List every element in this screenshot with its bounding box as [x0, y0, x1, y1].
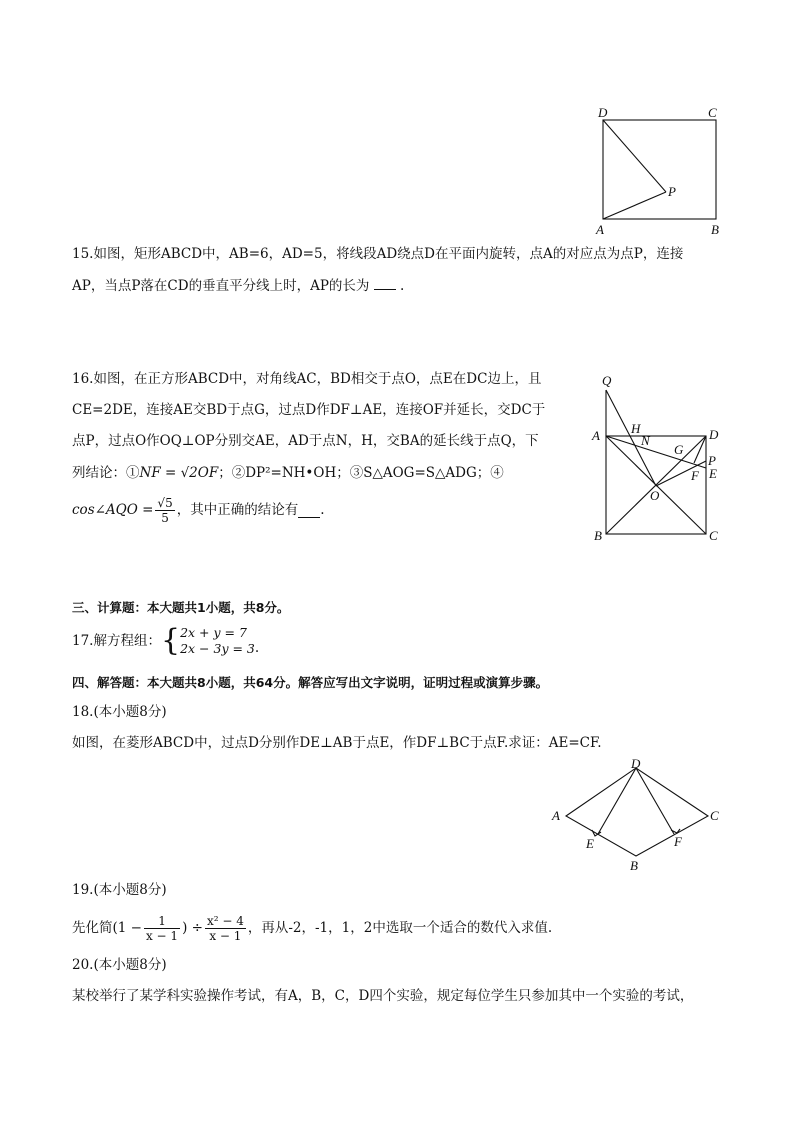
q19-fraction-1	[144, 914, 180, 943]
q17-prefix: 17.解方程组：	[72, 633, 161, 649]
q16-segment-ae	[606, 436, 706, 468]
q15-line2-text: AP，当点P落在CD的垂直平分线上时，AP的长为	[72, 278, 370, 294]
q20-title: 20.(本小题8分)	[72, 957, 167, 973]
q15-answer-blank	[374, 275, 396, 290]
q15-label-c: C	[708, 105, 717, 120]
q15-label-b: B	[711, 222, 719, 237]
q19-f1-num: 1	[144, 914, 180, 929]
q15-line2	[72, 275, 404, 296]
q15-label-a: A	[596, 222, 604, 237]
q16-label-f: F	[691, 468, 699, 483]
q15-line2-end: .	[400, 278, 405, 294]
q16-label-e: E	[709, 466, 717, 481]
q17-system	[180, 625, 255, 657]
q17-end: .	[254, 640, 260, 656]
q17-row	[72, 623, 259, 659]
q16-line5-suffix: ，其中正确的结论有	[176, 502, 299, 518]
q19-title: 19.(本小题8分)	[72, 882, 167, 898]
q19-f2-den: x − 1	[209, 928, 242, 943]
q16-cos-prefix: cos∠AQO =	[72, 502, 154, 518]
q16-line2: CE=2DE，连接AE交BD于点G，过点D作DF⊥AE，连接OF并延长，交DC于	[72, 402, 546, 418]
q18-figure	[546, 758, 726, 878]
section-3-heading: 三、计算题：本大题共1小题，共8分。	[72, 600, 290, 615]
q17-brace: {	[160, 623, 181, 658]
q16-label-o: O	[650, 488, 660, 503]
q16-label-d: D	[709, 427, 719, 442]
q16-line4	[72, 463, 504, 483]
q19-suffix: ，再从-2，-1，1，2中选取一个适合的数代入求值.	[247, 920, 553, 936]
q16-conclusion-1: NF = √2OF	[139, 465, 219, 481]
q16-label-p: P	[708, 453, 716, 468]
q19-mid: ) ÷	[182, 920, 203, 936]
q16-frac-num: √5	[157, 495, 173, 510]
q18-label-c: C	[710, 808, 719, 823]
q16-line5-end: .	[320, 502, 325, 518]
q16-conclusion-2-3: ；②DP²=NH•OH；③S△AOG=S△ADG；④	[218, 465, 504, 481]
q15-line1: 15.如图，矩形ABCD中，AB=6，AD=5，将线段AD绕点D在平面内旋转，点A的对应点为点P，连接	[72, 246, 684, 262]
q16-frac-den: 5	[161, 510, 169, 525]
q18-segment-de	[598, 768, 636, 834]
q16-line3: 点P，过点O作OQ⊥OP分别交AE，AD于点N，H，交BA的延长线于点Q，下	[72, 433, 539, 449]
q17-eq2: 2x − 3y = 3	[180, 641, 255, 656]
q17-eq1: 2x + y = 7	[180, 625, 247, 640]
q15-label-p: P	[668, 184, 676, 199]
q18-segment-df	[636, 768, 674, 834]
q16-segment-df	[694, 436, 706, 463]
q18-label-e: E	[586, 836, 594, 851]
q16-label-n: N	[641, 433, 650, 448]
q18-label-d: D	[631, 758, 641, 771]
section-4-heading: 四、解答题：本大题共8小题，共64分。解答应写出文字说明，证明过程或演算步骤。	[72, 675, 549, 690]
q18-title: 18.(本小题8分)	[72, 704, 167, 720]
q18-label-a: A	[552, 808, 560, 823]
q16-line4-prefix: 列结论：①	[72, 465, 140, 481]
q16-label-a: A	[592, 428, 600, 443]
q18-body: 如图，在菱形ABCD中，过点D分别作DE⊥AB于点E，作DF⊥BC于点F.求证：AE=CF.	[72, 735, 602, 751]
q16-label-g: G	[674, 442, 684, 457]
q16-label-b: B	[594, 528, 602, 543]
q16-figure	[588, 370, 728, 550]
q19-prefix: 先化简(1 −	[72, 920, 142, 936]
q15-figure	[590, 100, 730, 240]
q16-cos-fraction	[155, 496, 174, 525]
q19-fraction-2	[205, 914, 246, 943]
q19-f2-num: x² − 4	[206, 913, 244, 928]
q19-f1-den: x − 1	[145, 928, 179, 943]
q18-label-b: B	[630, 858, 638, 873]
q15-label-d: D	[598, 105, 608, 120]
q16-label-c: C	[709, 528, 718, 543]
q19-body	[72, 910, 552, 946]
q16-line5	[72, 494, 325, 526]
q16-answer-blank	[298, 503, 320, 518]
q18-label-f: F	[674, 834, 682, 849]
q15-segment-ap	[603, 192, 666, 219]
q16-label-h: H	[631, 421, 641, 436]
q15-segment-dp	[603, 120, 666, 192]
q20-body: 某校举行了某学科实验操作考试，有A，B，C，D四个实验，规定每位学生只参加其中一个实验的考试，	[72, 988, 694, 1004]
q16-label-q: Q	[602, 373, 612, 388]
q15-rectangle	[603, 120, 716, 219]
q16-line1: 16.如图，在正方形ABCD中，对角线AC，BD相交于点O，点E在DC边上，且	[72, 371, 542, 387]
